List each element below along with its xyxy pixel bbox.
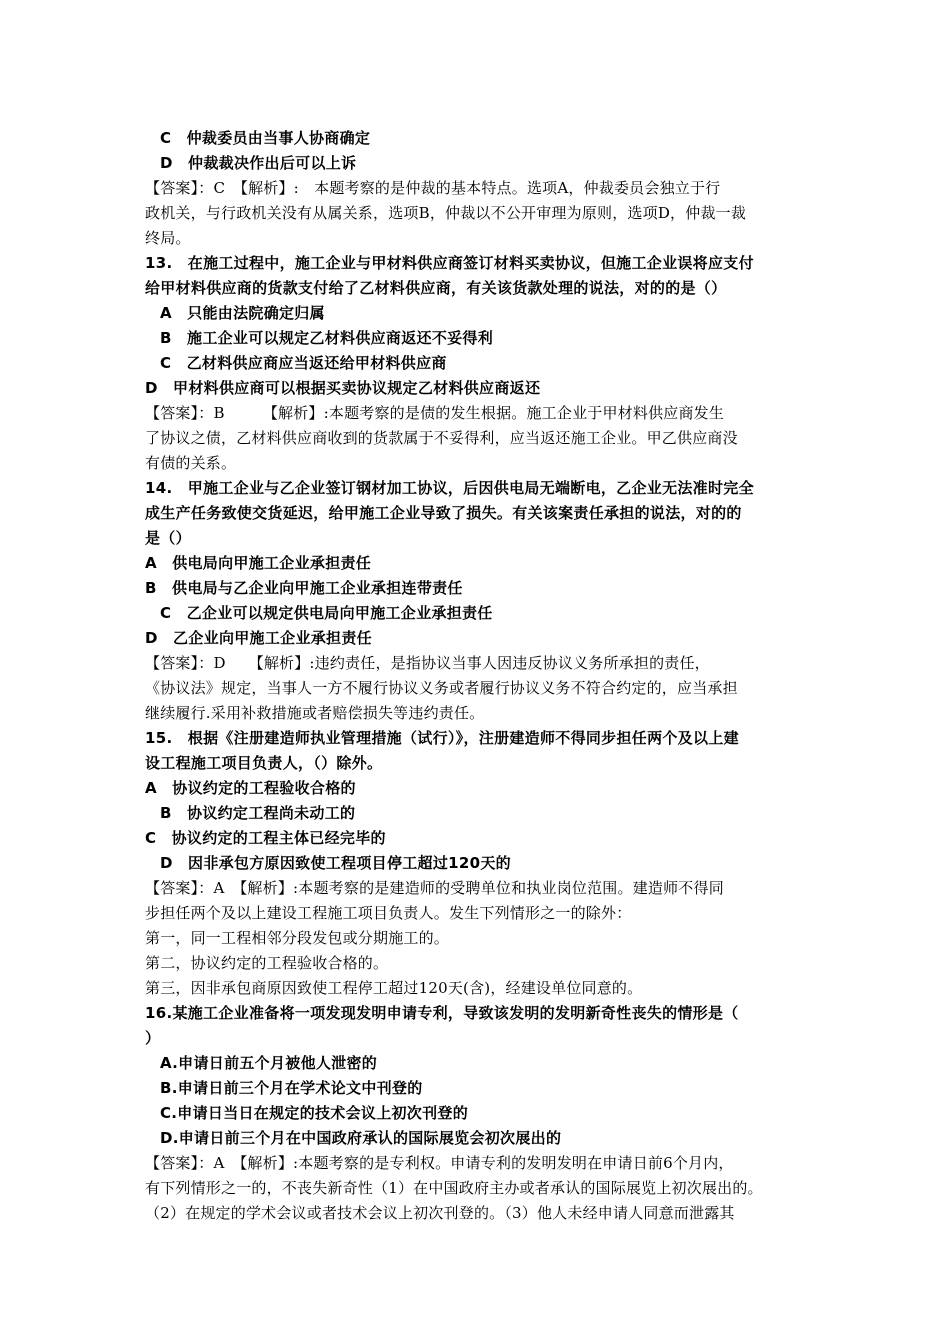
answer-line: 有债的关系。: [145, 454, 237, 472]
question-line: A 只能由法院确定归属: [160, 304, 325, 322]
question-line: A 协议约定的工程验收合格的: [145, 779, 356, 797]
question-line: 成生产任务致使交货延迟，给甲施工企业导致了损失。有关该案责任承担的说法，对的的: [145, 504, 742, 522]
question-line: C 乙企业可以规定供电局向甲施工企业承担责任: [160, 604, 493, 622]
answer-line: 【答案】：D 【解析】:违约责任，是指协议当事人因违反协议义务所承担的责任，: [145, 654, 710, 672]
question-line: D 乙企业向甲施工企业承担责任: [145, 629, 372, 647]
question-line: D.申请日前三个月在中国政府承认的国际展览会初次展出的: [160, 1129, 562, 1147]
question-line: D 甲材料供应商可以根据买卖协议规定乙材料供应商返还: [145, 379, 541, 397]
question-line: D 仲裁裁决作出后可以上诉: [160, 154, 357, 172]
question-line: C 协议约定的工程主体已经完毕的: [145, 829, 386, 847]
answer-line: 步担任两个及以上建设工程施工项目负责人。发生下列情形之一的除外：: [145, 904, 632, 922]
question-line: D 因非承包方原因致使工程项目停工超过120天的: [160, 854, 511, 872]
answer-line: 终局。: [145, 229, 191, 247]
answer-line: 继续履行.采用补救措施或者赔偿损失等违约责任。: [145, 704, 485, 722]
answer-line: 第三，因非承包商原因致使工程停工超过120天(含)，经建设单位同意的。: [145, 979, 643, 997]
document-body: [145, 126, 815, 1226]
question-line: 13. 在施工过程中，施工企业与甲材料供应商签订材料买卖协议，但施工企业误将应支付: [145, 254, 754, 272]
question-line: 16.某施工企业准备将一项发现发明申请专利，导致该发明的发明新奇性丧失的情形是（: [145, 1004, 739, 1022]
answer-line: 第一，同一工程相邻分段发包或分期施工的。: [145, 929, 450, 947]
question-line: 设工程施工项目负责人，（）除外。: [145, 754, 383, 772]
answer-line: 了协议之债，乙材料供应商收到的货款属于不妥得利，应当返还施工企业。甲乙供应商没: [145, 429, 738, 447]
answer-line: 有下列情形之一的，不丧失新奇性（1）在中国政府主办或者承认的国际展览上初次展出的。: [145, 1179, 763, 1197]
question-line: B 协议约定工程尚未动工的: [160, 804, 356, 822]
question-line: A 供电局向甲施工企业承担责任: [145, 554, 372, 572]
question-line: C.申请日当日在规定的技术会议上初次刊登的: [160, 1104, 469, 1122]
answer-line: 【答案】：C 【解析】: 本题考察的是仲裁的基本特点。选项A，仲裁委员会独立于行: [145, 179, 721, 197]
question-line: 14. 甲施工企业与乙企业签订钢材加工协议，后因供电局无端断电，乙企业无法准时完全: [145, 479, 754, 497]
answer-line: 【答案】：A 【解析】:本题考察的是建造师的受聘单位和执业岗位范围。建造师不得同: [145, 879, 724, 897]
question-line: 15. 根据《注册建造师执业管理措施（试行）》，注册建造师不得同步担任两个及以上建: [145, 729, 739, 747]
answer-line: 第二，协议约定的工程验收合格的。: [145, 954, 389, 972]
answer-line: （2）在规定的学术会议或者技术会议上初次刊登的。（3）他人未经申请人同意而泄露其: [145, 1204, 735, 1222]
question-line: 给甲材料供应商的货款支付给了乙材料供应商，有关该货款处理的说法，对的的是（）: [145, 279, 727, 297]
answer-line: 《协议法》规定，当事人一方不履行协议义务或者履行协议义务不符合约定的，应当承担: [145, 679, 738, 697]
answer-line: 【答案】：A 【解析】:本题考察的是专利权。申请专利的发明发明在申请日前6个月内，: [145, 1154, 734, 1172]
answer-line: 【答案】：B 【解析】:本题考察的是债的发生根据。施工企业于甲材料供应商发生: [145, 404, 725, 422]
question-line: A.申请日前五个月被他人泄密的: [160, 1054, 378, 1072]
question-line: B.申请日前三个月在学术论文中刊登的: [160, 1079, 423, 1097]
question-line: C 仲裁委员由当事人协商确定: [160, 129, 371, 147]
question-line: C 乙材料供应商应当返还给甲材料供应商: [160, 354, 447, 372]
question-line: B 供电局与乙企业向甲施工企业承担连带责任: [145, 579, 463, 597]
question-line: 是（）: [145, 529, 191, 547]
question-line: ）: [145, 1029, 161, 1047]
question-line: B 施工企业可以规定乙材料供应商返还不妥得利: [160, 329, 494, 347]
answer-line: 政机关，与行政机关没有从属关系，选项B，仲裁以不公开审理为原则，选项D，仲裁一裁: [145, 204, 747, 222]
